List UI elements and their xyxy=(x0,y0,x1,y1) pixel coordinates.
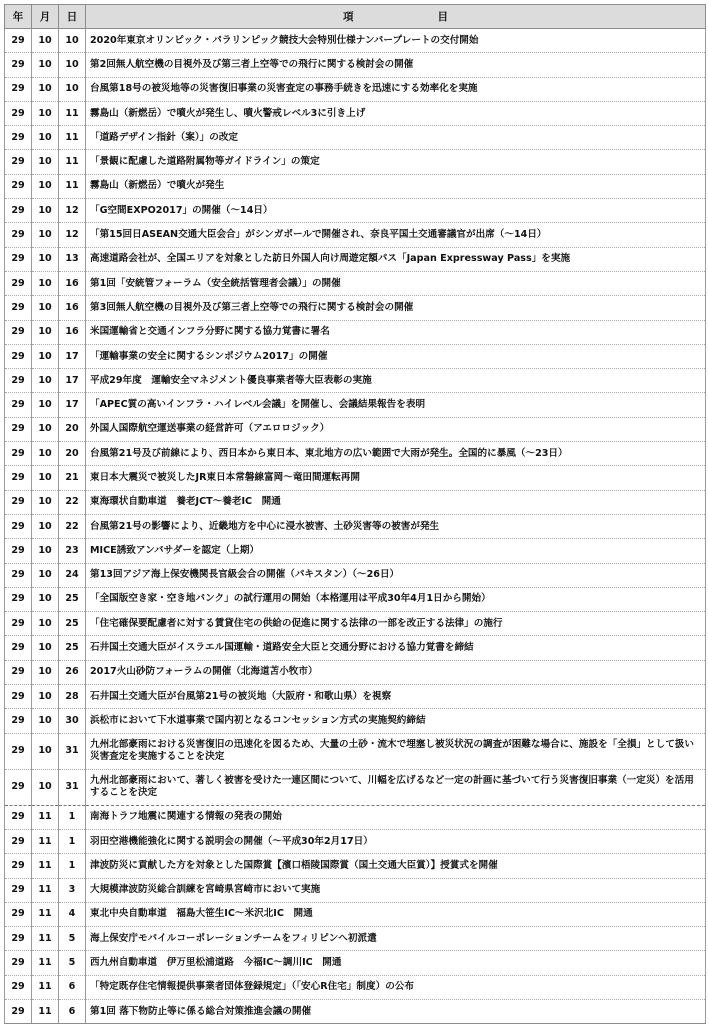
table-row xyxy=(5,514,706,538)
year-cell: 29 xyxy=(5,709,32,733)
year-cell: 29 xyxy=(5,126,32,150)
month-cell: 11 xyxy=(32,927,59,951)
item-cell: 東北中央自動車道 福島大笹生IC〜米沢北IC 開通 xyxy=(86,902,706,926)
table-row xyxy=(5,927,706,951)
table-row xyxy=(5,101,706,125)
chronology-table xyxy=(4,4,706,1024)
day-cell: 11 xyxy=(59,101,86,125)
month-cell: 10 xyxy=(32,685,59,709)
item-cell: 東海環状自動車道 養老JCT〜養老IC 開通 xyxy=(86,490,706,514)
item-cell: 外国人国際航空運送事業の経営許可（アエロロジック） xyxy=(86,417,706,441)
year-cell: 29 xyxy=(5,878,32,902)
month-cell: 10 xyxy=(32,514,59,538)
item-cell: 第13回アジア海上保安機関長官級会合の開催（パキスタン）（〜26日） xyxy=(86,563,706,587)
item-cell: 霧島山（新燃岳）で噴火が発生 xyxy=(86,174,706,198)
year-cell: 29 xyxy=(5,587,32,611)
table-row xyxy=(5,320,706,344)
month-cell: 10 xyxy=(32,199,59,223)
day-cell: 5 xyxy=(59,927,86,951)
table-row xyxy=(5,660,706,684)
year-cell: 29 xyxy=(5,296,32,320)
day-cell: 3 xyxy=(59,878,86,902)
year-cell: 29 xyxy=(5,223,32,247)
table-row xyxy=(5,223,706,247)
month-cell: 10 xyxy=(32,636,59,660)
item-cell: 「APEC質の高いインフラ・ハイレベル会議」を開催し、会議結果報告を表明 xyxy=(86,393,706,417)
table-row xyxy=(5,878,706,902)
table-row xyxy=(5,369,706,393)
month-cell: 10 xyxy=(32,29,59,53)
month-cell: 10 xyxy=(32,660,59,684)
item-cell: 第1回 落下物防止等に係る総合対策推進会議の開催 xyxy=(86,999,706,1023)
item-cell: 九州北部豪雨において、著しく被害を受けた一連区間について、川幅を広げるなど一定の計画に基づいて行う災害復旧事業（一定災）を活用することを決定 xyxy=(86,769,706,805)
table-row xyxy=(5,29,706,53)
year-cell: 29 xyxy=(5,539,32,563)
year-cell: 29 xyxy=(5,514,32,538)
month-cell: 11 xyxy=(32,878,59,902)
table-row xyxy=(5,53,706,77)
year-cell: 29 xyxy=(5,636,32,660)
day-cell: 28 xyxy=(59,685,86,709)
year-cell: 29 xyxy=(5,247,32,271)
day-cell: 1 xyxy=(59,805,86,829)
table-body xyxy=(5,29,706,1024)
item-cell: 羽田空港機能強化に関する説明会の開催（〜平成30年2月17日） xyxy=(86,829,706,853)
year-cell: 29 xyxy=(5,999,32,1023)
month-cell: 10 xyxy=(32,587,59,611)
day-cell: 31 xyxy=(59,769,86,805)
year-cell: 29 xyxy=(5,490,32,514)
year-cell: 29 xyxy=(5,829,32,853)
year-cell: 29 xyxy=(5,442,32,466)
month-cell: 10 xyxy=(32,369,59,393)
item-cell: 高速道路会社が、全国エリアを対象とした訪日外国人向け周遊定額パス「Japan Expressway Pass」を実施 xyxy=(86,247,706,271)
month-cell: 10 xyxy=(32,769,59,805)
month-cell: 10 xyxy=(32,53,59,77)
day-cell: 20 xyxy=(59,442,86,466)
day-cell: 22 xyxy=(59,490,86,514)
day-cell: 11 xyxy=(59,150,86,174)
month-cell: 10 xyxy=(32,344,59,368)
day-cell: 4 xyxy=(59,902,86,926)
table-row xyxy=(5,417,706,441)
table-row xyxy=(5,199,706,223)
day-cell: 16 xyxy=(59,271,86,295)
day-cell: 21 xyxy=(59,466,86,490)
day-cell: 10 xyxy=(59,53,86,77)
day-cell: 25 xyxy=(59,612,86,636)
month-cell: 10 xyxy=(32,247,59,271)
item-cell: 石井国土交通大臣がイスラエル国運輸・道路安全大臣と交通分野における協力覚書を締結 xyxy=(86,636,706,660)
month-cell: 10 xyxy=(32,223,59,247)
header-item: 項 目 xyxy=(86,5,706,29)
year-cell: 29 xyxy=(5,393,32,417)
year-cell: 29 xyxy=(5,150,32,174)
year-cell: 29 xyxy=(5,344,32,368)
day-cell: 17 xyxy=(59,393,86,417)
item-cell: 台風第18号の被災地等の災害復旧事業の災害査定の事務手続きを迅速にする効率化を実施 xyxy=(86,77,706,101)
item-cell: 第2回無人航空機の目視外及び第三者上空等での飛行に関する検討会の開催 xyxy=(86,53,706,77)
month-cell: 10 xyxy=(32,466,59,490)
table-row xyxy=(5,296,706,320)
table-row xyxy=(5,393,706,417)
month-cell: 11 xyxy=(32,829,59,853)
year-cell: 29 xyxy=(5,660,32,684)
item-cell: 2020年東京オリンピック・パラリンピック競技大会特別仕様ナンバープレートの交付開始 xyxy=(86,29,706,53)
year-cell: 29 xyxy=(5,612,32,636)
table-row xyxy=(5,77,706,101)
year-cell: 29 xyxy=(5,975,32,999)
month-cell: 10 xyxy=(32,539,59,563)
year-cell: 29 xyxy=(5,805,32,829)
day-cell: 13 xyxy=(59,247,86,271)
day-cell: 12 xyxy=(59,223,86,247)
table-row xyxy=(5,442,706,466)
table-row xyxy=(5,539,706,563)
year-cell: 29 xyxy=(5,271,32,295)
year-cell: 29 xyxy=(5,733,32,769)
item-cell: 「運輸事業の安全に関するシンポジウム2017」の開催 xyxy=(86,344,706,368)
item-cell: 大規模津波防災総合訓練を宮崎県宮崎市において実施 xyxy=(86,878,706,902)
year-cell: 29 xyxy=(5,466,32,490)
item-cell: 2017火山砂防フォーラムの開催（北海道苫小牧市） xyxy=(86,660,706,684)
month-cell: 10 xyxy=(32,296,59,320)
item-cell: 平成29年度 運輸安全マネジメント優良事業者等大臣表彰の実施 xyxy=(86,369,706,393)
table-row xyxy=(5,126,706,150)
item-cell: 「住宅確保要配慮者に対する賃貸住宅の供給の促進に関する法律の一部を改正する法律」の施行 xyxy=(86,612,706,636)
item-cell: 西九州自動車道 伊万里松浦道路 今福IC〜調川IC 開通 xyxy=(86,951,706,975)
day-cell: 1 xyxy=(59,854,86,878)
year-cell: 29 xyxy=(5,53,32,77)
year-cell: 29 xyxy=(5,29,32,53)
year-cell: 29 xyxy=(5,927,32,951)
year-cell: 29 xyxy=(5,902,32,926)
item-cell: 津波防災に貢献した方を対象とした国際賞【濱口梧陵国際賞（国土交通大臣賞）】授賞式を開催 xyxy=(86,854,706,878)
table-row xyxy=(5,612,706,636)
year-cell: 29 xyxy=(5,199,32,223)
year-cell: 29 xyxy=(5,369,32,393)
month-cell: 10 xyxy=(32,442,59,466)
day-cell: 25 xyxy=(59,587,86,611)
header-month: 月 xyxy=(32,5,59,29)
year-cell: 29 xyxy=(5,854,32,878)
day-cell: 17 xyxy=(59,369,86,393)
day-cell: 16 xyxy=(59,320,86,344)
header-year: 年 xyxy=(5,5,32,29)
day-cell: 6 xyxy=(59,999,86,1023)
table-row xyxy=(5,685,706,709)
table-row xyxy=(5,975,706,999)
month-cell: 10 xyxy=(32,174,59,198)
table-row xyxy=(5,733,706,769)
table-row xyxy=(5,587,706,611)
table-row xyxy=(5,829,706,853)
year-cell: 29 xyxy=(5,685,32,709)
table-row xyxy=(5,769,706,805)
day-cell: 20 xyxy=(59,417,86,441)
item-cell: 第3回無人航空機の目視外及び第三者上空等での飛行に関する検討会の開催 xyxy=(86,296,706,320)
month-cell: 10 xyxy=(32,101,59,125)
item-cell: 米国運輸省と交通インフラ分野に関する協力覚書に署名 xyxy=(86,320,706,344)
day-cell: 16 xyxy=(59,296,86,320)
table-row xyxy=(5,563,706,587)
day-cell: 6 xyxy=(59,975,86,999)
year-cell: 29 xyxy=(5,77,32,101)
item-cell: 「全国版空き家・空き地バンク」の試行運用の開始（本格運用は平成30年4月1日から開始） xyxy=(86,587,706,611)
month-cell: 10 xyxy=(32,77,59,101)
year-cell: 29 xyxy=(5,320,32,344)
day-cell: 23 xyxy=(59,539,86,563)
day-cell: 12 xyxy=(59,199,86,223)
table-row xyxy=(5,174,706,198)
month-cell: 10 xyxy=(32,150,59,174)
table-row xyxy=(5,805,706,829)
day-cell: 30 xyxy=(59,709,86,733)
table-row xyxy=(5,902,706,926)
item-cell: 第1回「安統管フォーラム（安全統括管理者会議）」の開催 xyxy=(86,271,706,295)
item-cell: 「道路デザイン指針（案）」の改定 xyxy=(86,126,706,150)
table-row xyxy=(5,466,706,490)
table-header xyxy=(5,5,706,29)
day-cell: 10 xyxy=(59,29,86,53)
item-cell: 「G空間EXPO2017」の開催（〜14日） xyxy=(86,199,706,223)
item-cell: 「特定既存住宅情報提供事業者団体登録規定」（「安心R住宅」制度）の公布 xyxy=(86,975,706,999)
item-cell: 台風第21号の影響により、近畿地方を中心に浸水被害、土砂災害等の被害が発生 xyxy=(86,514,706,538)
day-cell: 25 xyxy=(59,636,86,660)
table-row xyxy=(5,344,706,368)
month-cell: 10 xyxy=(32,126,59,150)
day-cell: 11 xyxy=(59,174,86,198)
item-cell: 石井国土交通大臣が台風第21号の被災地（大阪府・和歌山県）を視察 xyxy=(86,685,706,709)
year-cell: 29 xyxy=(5,951,32,975)
table-row xyxy=(5,247,706,271)
day-cell: 24 xyxy=(59,563,86,587)
month-cell: 10 xyxy=(32,709,59,733)
year-cell: 29 xyxy=(5,563,32,587)
month-cell: 10 xyxy=(32,733,59,769)
item-cell: 浜松市において下水道事業で国内初となるコンセッション方式の実施契約締結 xyxy=(86,709,706,733)
day-cell: 11 xyxy=(59,126,86,150)
item-cell: 「景観に配慮した道路附属物等ガイドライン」の策定 xyxy=(86,150,706,174)
year-cell: 29 xyxy=(5,769,32,805)
month-cell: 10 xyxy=(32,417,59,441)
year-cell: 29 xyxy=(5,101,32,125)
table-row xyxy=(5,854,706,878)
month-cell: 10 xyxy=(32,320,59,344)
month-cell: 11 xyxy=(32,975,59,999)
day-cell: 17 xyxy=(59,344,86,368)
month-cell: 11 xyxy=(32,805,59,829)
table-row xyxy=(5,271,706,295)
item-cell: 「第15回日ASEAN交通大臣会合」がシンガポールで開催され、奈良平国土交通審議官が出席（〜14日） xyxy=(86,223,706,247)
day-cell: 1 xyxy=(59,829,86,853)
item-cell: 南海トラフ地震に関連する情報の発表の開始 xyxy=(86,805,706,829)
table-row xyxy=(5,709,706,733)
month-cell: 10 xyxy=(32,563,59,587)
month-cell: 10 xyxy=(32,490,59,514)
month-cell: 10 xyxy=(32,612,59,636)
item-cell: 九州北部豪雨における災害復旧の迅速化を図るため、大量の土砂・流木で埋塞し被災状況の調査が困難な場合に、施設を「全損」として扱い災害査定を実施することを決定 xyxy=(86,733,706,769)
day-cell: 26 xyxy=(59,660,86,684)
month-cell: 10 xyxy=(32,393,59,417)
month-cell: 11 xyxy=(32,951,59,975)
month-cell: 11 xyxy=(32,854,59,878)
table-row xyxy=(5,636,706,660)
day-cell: 22 xyxy=(59,514,86,538)
day-cell: 5 xyxy=(59,951,86,975)
month-cell: 11 xyxy=(32,999,59,1023)
item-cell: 東日本大震災で被災したJR東日本常磐線富岡〜竜田間運転再開 xyxy=(86,466,706,490)
day-cell: 31 xyxy=(59,733,86,769)
table-row xyxy=(5,951,706,975)
table-row xyxy=(5,150,706,174)
table-row xyxy=(5,490,706,514)
item-cell: 海上保安庁モバイルコーポレーションチームをフィリピンへ初派遣 xyxy=(86,927,706,951)
item-cell: 台風第21号及び前線により、西日本から東日本、東北地方の広い範囲で大雨が発生。全国的に暴風（〜23日） xyxy=(86,442,706,466)
year-cell: 29 xyxy=(5,417,32,441)
day-cell: 10 xyxy=(59,77,86,101)
header-day: 日 xyxy=(59,5,86,29)
item-cell: MICE誘致アンバサダーを認定（上期） xyxy=(86,539,706,563)
table-row xyxy=(5,999,706,1023)
year-cell: 29 xyxy=(5,174,32,198)
item-cell: 霧島山（新燃岳）で噴火が発生し、噴火警戒レベル3に引き上げ xyxy=(86,101,706,125)
month-cell: 11 xyxy=(32,902,59,926)
month-cell: 10 xyxy=(32,271,59,295)
